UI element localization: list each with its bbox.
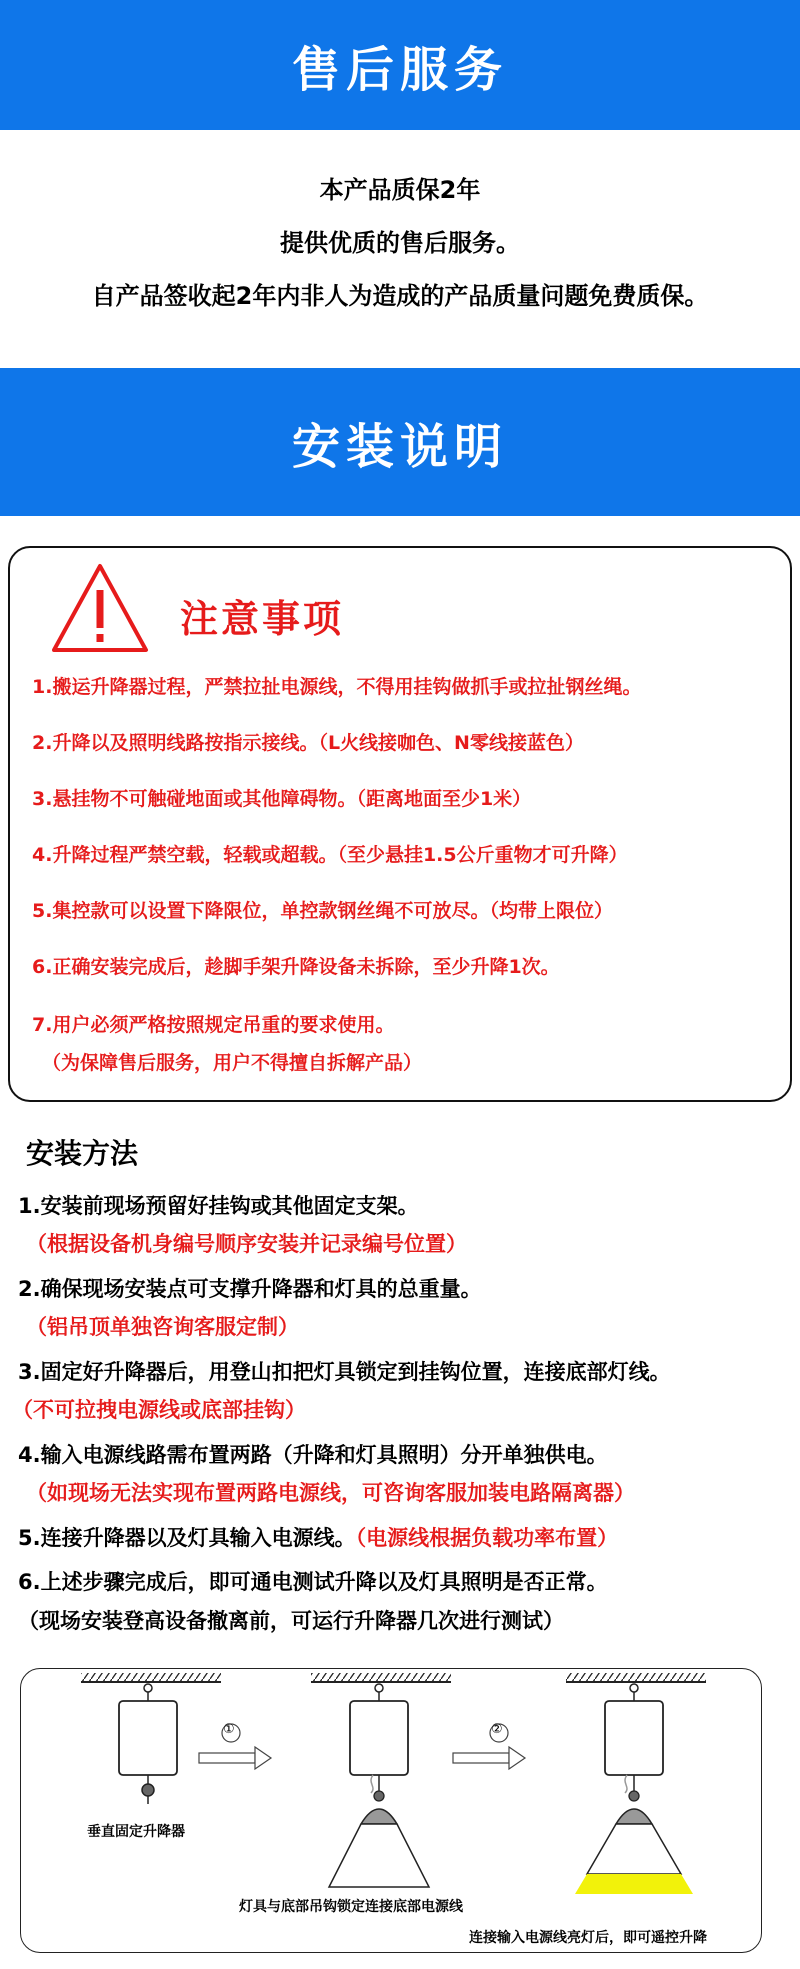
install-guide-title: 安装说明 [291, 418, 508, 475]
lamp-icon [329, 1809, 429, 1887]
notice-item: 2.升降以及照明线路按指示接线。（L火线接咖色、N零线接蓝色） [32, 732, 584, 754]
notice-item: 6.正确安装完成后，趁脚手架升降设备未拆除，至少升降1次。 [32, 956, 560, 978]
install-guide-banner [0, 368, 800, 516]
notice-item: 5.集控款可以设置下降限位，单控款钢丝绳不可放尽。（均带上限位） [32, 900, 613, 922]
method-line: 5.连接升降器以及灯具输入电源线。（电源线根据负载功率布置） [18, 1526, 619, 1550]
lit-lamp-icon [575, 1809, 693, 1894]
warranty-line-3: 自产品签收起2年内非人为造成的产品质量问题免费质保。 [91, 282, 709, 310]
install-diagram [20, 1668, 762, 1953]
arrow-right-icon [453, 1724, 525, 1769]
method-line: 2.确保现场安装点可支撑升降器和灯具的总重量。 [18, 1277, 482, 1301]
notice-item: 7.用户必须严格按照规定吊重的要求使用。 [32, 1014, 395, 1036]
arrow-right-icon [199, 1724, 271, 1769]
method-line: 4.输入电源线路需布置两路（升降和灯具照明）分开单独供电。 [18, 1443, 608, 1467]
method-note: （不可拉拽电源线或底部挂钩） [12, 1398, 306, 1422]
method-note: （根据设备机身编号顺序安装并记录编号位置） [26, 1232, 467, 1256]
method-inline-note: （电源线根据负载功率布置） [355, 1526, 619, 1550]
hoist-icon [605, 1684, 663, 1801]
notice-title: 注意事项 [180, 597, 345, 641]
notice-item: 1.搬运升降器过程，严禁拉扯电源线，不得用挂钩做抓手或拉扯钢丝绳。 [32, 676, 642, 698]
after-sales-banner [0, 0, 800, 130]
method-line: 1.安装前现场预留好挂钩或其他固定支架。 [18, 1194, 419, 1218]
caption-step-2: 灯具与底部吊钩锁定连接底部电源线 [239, 1899, 463, 1915]
method-line: 6.上述步骤完成后，即可通电测试升降以及灯具照明是否正常。 [18, 1570, 608, 1594]
method-title: 安装方法 [26, 1137, 139, 1170]
notice-item: （为保障售后服务，用户不得擅自拆解产品） [42, 1052, 423, 1074]
after-sales-title: 售后服务 [291, 41, 508, 98]
method-line: 3.固定好升降器后，用登山扣把灯具锁定到挂钩位置，连接底部灯线。 [18, 1360, 671, 1384]
method-note: （铝吊顶单独咨询客服定制） [26, 1315, 299, 1339]
notice-item: 4.升降过程严禁空载，轻载或超载。（至少悬挂1.5公斤重物才可升降） [32, 844, 628, 866]
step-2-number: ② [491, 1722, 503, 1737]
method-line: （现场安装登高设备撤离前，可运行升降器几次进行测试） [18, 1609, 564, 1633]
warranty-line-1: 本产品质保2年 [319, 176, 481, 204]
hoist-icon [119, 1684, 177, 1804]
method-note: （如现场无法实现布置两路电源线，可咨询客服加装电路隔离器） [26, 1481, 635, 1505]
warranty-line-2: 提供优质的售后服务。 [280, 229, 520, 257]
caption-step-3: 连接输入电源线亮灯后，即可遥控升降 [469, 1930, 707, 1946]
step-1-number: ① [223, 1722, 235, 1737]
hoist-icon [350, 1684, 408, 1801]
notice-item: 3.悬挂物不可触碰地面或其他障碍物。（距离地面至少1米） [32, 788, 532, 810]
notice-box [8, 546, 792, 1102]
ceiling-icon [81, 1673, 706, 1682]
warning-triangle-icon [50, 562, 150, 654]
caption-step-1: 垂直固定升降器 [87, 1824, 185, 1840]
